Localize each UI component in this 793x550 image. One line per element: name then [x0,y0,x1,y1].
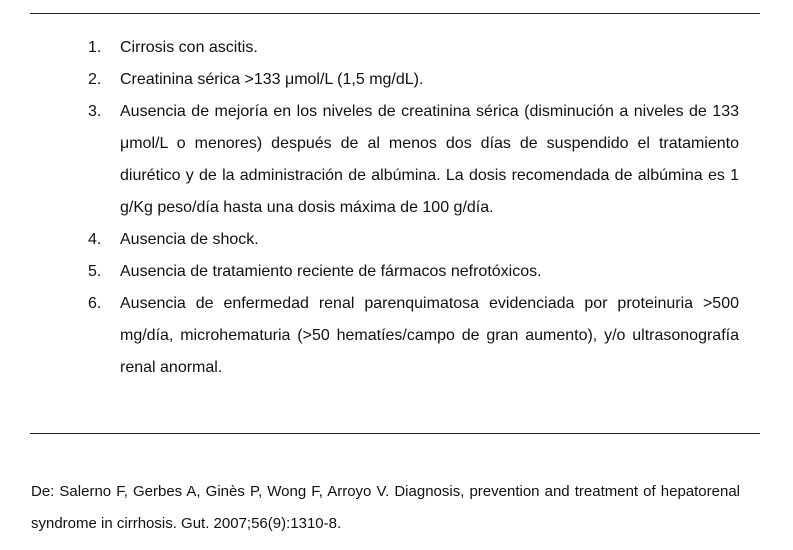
reference-citation: De: Salerno F, Gerbes A, Ginès P, Wong F, Arroyo V. Diagnosis, prevention and treatment of hepatorenal syndrome in cirrhosis. Gut. 2007;56(9):1310-8. [31,483,740,532]
criterion-number: 1. [88,39,102,56]
criterion-number: 6. [88,295,102,312]
criterion-number: 5. [88,263,102,280]
criterion-text: Cirrosis con ascitis. [120,39,258,56]
criterion-text: Creatinina sérica >133 μmol/L (1,5 mg/dL). [120,71,424,88]
criterion-text: Ausencia de shock. [120,231,259,248]
criterion-number: 2. [88,71,102,88]
criterion-item-4 [0,224,793,256]
bottom-divider [30,433,760,434]
criteria-list [0,32,793,384]
criterion-item-1 [0,32,793,64]
criterion-item-3 [0,96,793,224]
criterion-number: 4. [88,231,102,248]
criterion-item-5 [0,256,793,288]
criterion-text: Ausencia de enfermedad renal parenquimatosa evidenciada por proteinuria >500 mg/día, microhematuria (>50 hematíes/campo de gran aumento), y/o ultrasonografía renal anormal. [120,295,739,376]
criterion-item-2 [0,64,793,96]
criterion-text: Ausencia de mejoría en los niveles de creatinina sérica (disminución a niveles de 133 μmol/L o menores) después de al menos dos días de suspendido el tratamiento diurético y de la administración de albúmina. La dosis recomendada de albúmina es 1 g/Kg peso/día hasta una dosis máxima de 100 g/día. [120,103,739,216]
criterion-text: Ausencia de tratamiento reciente de fármacos nefrotóxicos. [120,263,542,280]
top-divider [30,13,760,14]
criterion-number: 3. [88,103,102,120]
criterion-item-6 [0,288,793,384]
